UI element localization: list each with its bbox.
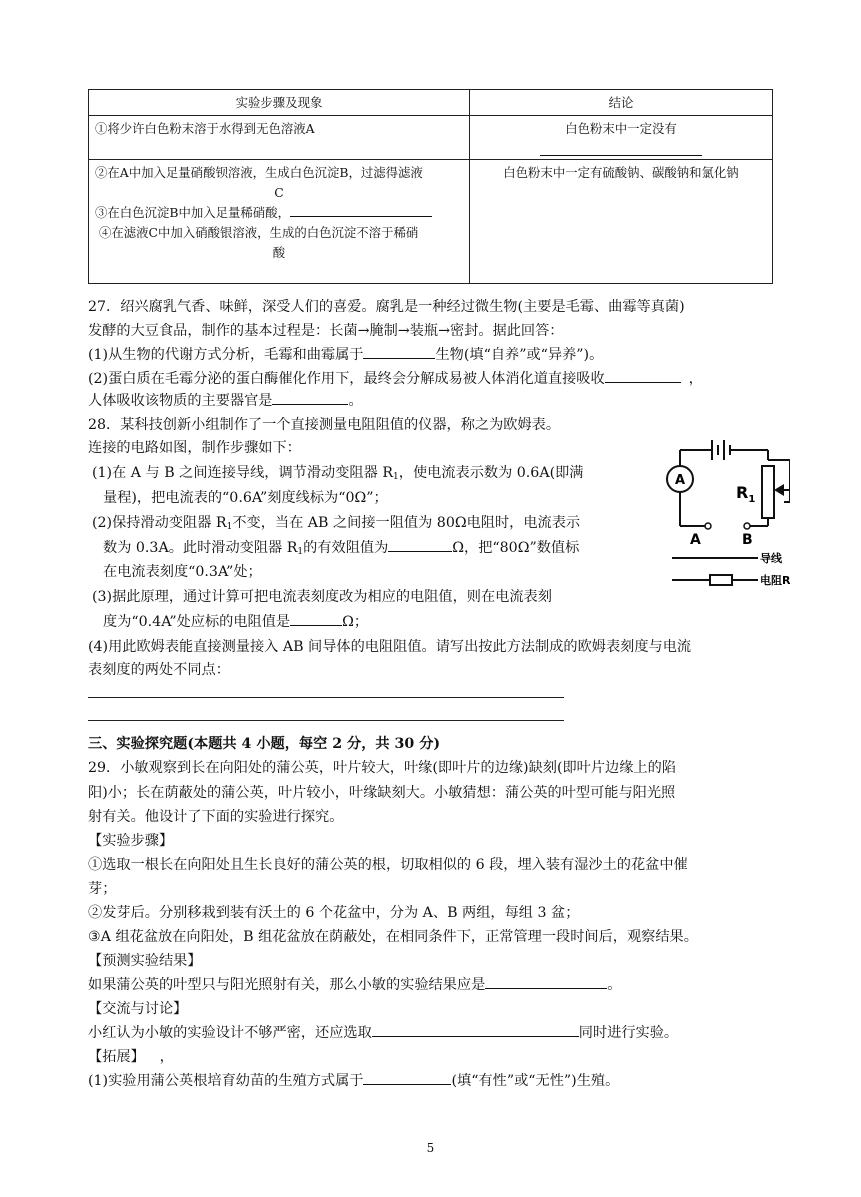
table-row2-steps (89, 160, 470, 284)
q28-line9 (103, 611, 368, 631)
q28-2b-text3: Ω，把“80Ω”数值标 (452, 540, 580, 557)
legend-wire-label: 导线 (760, 552, 782, 565)
q29-heading-discussion: 【交流与讨论】 (88, 1001, 188, 1017)
conclusion2-text: 白色粉末中一定有硫酸钠、碳酸钠和氯化钠 (503, 165, 739, 180)
rheostat-icon (762, 466, 774, 518)
terminal-b-label: B (742, 532, 753, 548)
q27-1-text: (1)从生物的代谢方式分析，毛霉和曲霉属于 (88, 347, 364, 364)
q28-2-blank (388, 537, 452, 552)
q27-3-blank (272, 390, 348, 405)
q27-2-text: (2)蛋白质在毛霉分泌的蛋白酶催化作用下，最终会分解成易被人体消化道直接吸收 (88, 371, 605, 388)
page-number: 5 (426, 1141, 435, 1155)
q28-line6 (103, 537, 579, 557)
q28-line4: 量程)，把电流表的“0.6A”刻度线标为“0Ω”； (103, 490, 388, 506)
legend-resistor-label: 电阻R (760, 574, 790, 587)
q28-2-sub: 1 (226, 522, 233, 532)
step3-blank (290, 204, 432, 217)
section3-title: 三、实验探究题(本题共 4 小题，每空 2 分，共 30 分) (88, 736, 441, 752)
step4-text-cont: 酸 (272, 245, 286, 260)
step4-text: ④在滤液C中加入硝酸银溶液，生成的白色沉淀不溶于稀硝 (99, 225, 419, 240)
q29-step1-cont: 芽； (88, 881, 117, 897)
q29-extension-line (88, 1070, 619, 1090)
rheostat-label-r: R (736, 483, 749, 502)
answer-line-1 (88, 697, 564, 698)
step2-text-cont: C (274, 185, 284, 200)
q28-3-end: Ω； (342, 614, 369, 631)
q29-discussion-end: 同时进行实验。 (578, 1025, 679, 1042)
q28-2-text-end: 不变，当在 AB 之间接一阻值为 80Ω电阻时，电流表示 (232, 515, 581, 531)
experiment-table (88, 89, 773, 284)
q29-extension-text: (1)实验用蒲公英根培育幼苗的生殖方式属于 (88, 1073, 364, 1090)
q27-3-text: 人体吸收该物质的主要器官是 (88, 393, 273, 410)
terminal-b-icon (744, 523, 750, 529)
q27-line1: 27．绍兴腐乳气香、味鲜，深受人们的喜爱。腐乳是一种经过微生物(主要是毛霉、曲霉等真菌) (88, 299, 685, 315)
q28-3-blank (290, 611, 342, 626)
q28-line10: (4)用此欧姆表能直接测量接入 AB 间导体的电阻阻值。请写出按此方法制成的欧姆表刻度与电流 (88, 639, 692, 655)
legend-resistor-icon (710, 575, 732, 585)
q29-prediction-line (88, 974, 621, 994)
slider-arrow-icon (774, 484, 784, 496)
q27-line5 (88, 390, 363, 410)
q29-discussion-line (88, 1022, 678, 1042)
q27-line2: 发酵的大豆食品，制作的基本过程是：长菌→腌制→装瓶→密封。据此回答： (88, 323, 564, 339)
q28-3-text: 度为“0.4A”处应标的电阻值是 (103, 614, 291, 631)
circuit-diagram (650, 440, 790, 595)
terminal-a-label: A (690, 532, 701, 548)
q29-heading-steps: 【实验步骤】 (88, 833, 174, 849)
q29-prediction-text: 如果蒲公英的叶型只与阳光照射有关，那么小敏的实验结果应是 (88, 977, 486, 994)
terminal-a-icon (705, 523, 711, 529)
q29-line3: 射有关。他设计了下面的实验进行探究。 (88, 809, 344, 825)
step3-text: ③在白色沉淀B中加入足量稀硝酸， (95, 205, 290, 220)
q27-1-text-end: 生物(填“自养”或“异养”)。 (435, 347, 604, 364)
q29-line1: 29．小敏观察到长在向阳处的蒲公英，叶片较大，叶缘(即叶片的边缘)缺刻(即叶片边缘上的陷 (88, 760, 676, 776)
q28-line11: 表刻度的两处不同点： (88, 662, 230, 678)
rheostat-label-sub: 1 (748, 494, 756, 505)
step2-text: ②在A中加入足量硝酸钡溶液，生成白色沉淀B，过滤得滤液 (95, 165, 423, 180)
q28-1-text-end: ，使电流表示数为 0.6A(即满 (398, 465, 584, 481)
rheostat-label (736, 483, 755, 505)
q27-2-comma: ， (688, 371, 703, 388)
table-header-steps: 实验步骤及现象 (89, 90, 470, 116)
q27-line3 (88, 344, 603, 364)
q27-2-blank (605, 368, 681, 383)
table-row1-conclusion (470, 116, 773, 160)
step3-line (95, 203, 463, 223)
q29-step2: ②发芽后。分别移栽到装有沃土的 6 个花盆中，分为 A、B 两组，每组 3 盆； (88, 905, 580, 921)
q29-line2: 阳)小；长在荫蔽处的蒲公英，叶片较小，叶缘缺刻大。小敏猜想：蒲公英的叶型可能与阳光照 (88, 785, 676, 801)
step1-text: ①将少许白色粉末溶于水得到无色溶液A (95, 121, 315, 136)
q29-heading-prediction: 【预测实验结果】 (88, 953, 202, 969)
q29-extension-label: 【拓展】 (88, 1049, 138, 1065)
q28-2b-sub: 1 (297, 547, 304, 558)
q27-line4 (88, 368, 703, 388)
q28-1-text: (1)在 A 与 B 之间连接导线，调节滑动变阻器 R (92, 465, 394, 481)
q28-2b-text: 数为 0.3A。此时滑动变阻器 R (103, 540, 298, 557)
q28-line8: (3)据此原理，通过计算可把电流表刻度改为相应的电阻值，则在电流表刻 (92, 589, 552, 605)
q28-1-sub: 1 (393, 472, 399, 482)
ammeter-label: A (674, 473, 686, 488)
q29-discussion-blank (372, 1022, 579, 1037)
q28-line1: 28．某科技创新小组制作了一个直接测量电阻阻值的仪器，称之为欧姆表。 (88, 417, 561, 433)
q27-3-end: 。 (348, 393, 363, 410)
q29-step1: ①选取一根长在向阳处且生长良好的蒲公英的根，切取相似的 6 段，埋入装有湿沙土的花盆中催 (88, 857, 688, 873)
conclusion1-text: 白色粉末中一定没有 (565, 121, 677, 136)
table-row2-conclusion (470, 160, 773, 284)
q29-discussion-text: 小红认为小敏的实验设计不够严密，还应选取 (88, 1025, 372, 1042)
table-header-conclusion: 结论 (470, 90, 773, 116)
q28-line2: 连接的电路如图，制作步骤如下： (88, 440, 301, 456)
q29-extension-comma: ， (159, 1049, 174, 1065)
q28-2-text: (2)保持滑动变阻器 R (92, 515, 227, 531)
answer-line-2 (88, 720, 564, 721)
conclusion1-blank (540, 143, 702, 156)
table-row1-step (89, 116, 470, 160)
q29-prediction-blank (485, 974, 607, 989)
q28-2b-text2: 的有效阻值为 (303, 540, 389, 557)
q27-1-blank (363, 344, 435, 359)
q29-prediction-end: 。 (607, 977, 622, 994)
q28-line5 (92, 512, 580, 532)
q28-line3 (92, 462, 583, 482)
q29-extension-blank (363, 1070, 451, 1085)
q28-line7: 在电流表刻度“0.3A”处； (103, 564, 262, 580)
q29-step3: ③A 组花盆放在向阳处，B 组花盆放在荫蔽处，在相同条件下，正常管理一段时间后，观察结果。 (88, 929, 698, 945)
q29-heading-extension (88, 1046, 174, 1066)
q29-extension-end: (填“有性”或“无性”)生殖。 (451, 1073, 620, 1090)
